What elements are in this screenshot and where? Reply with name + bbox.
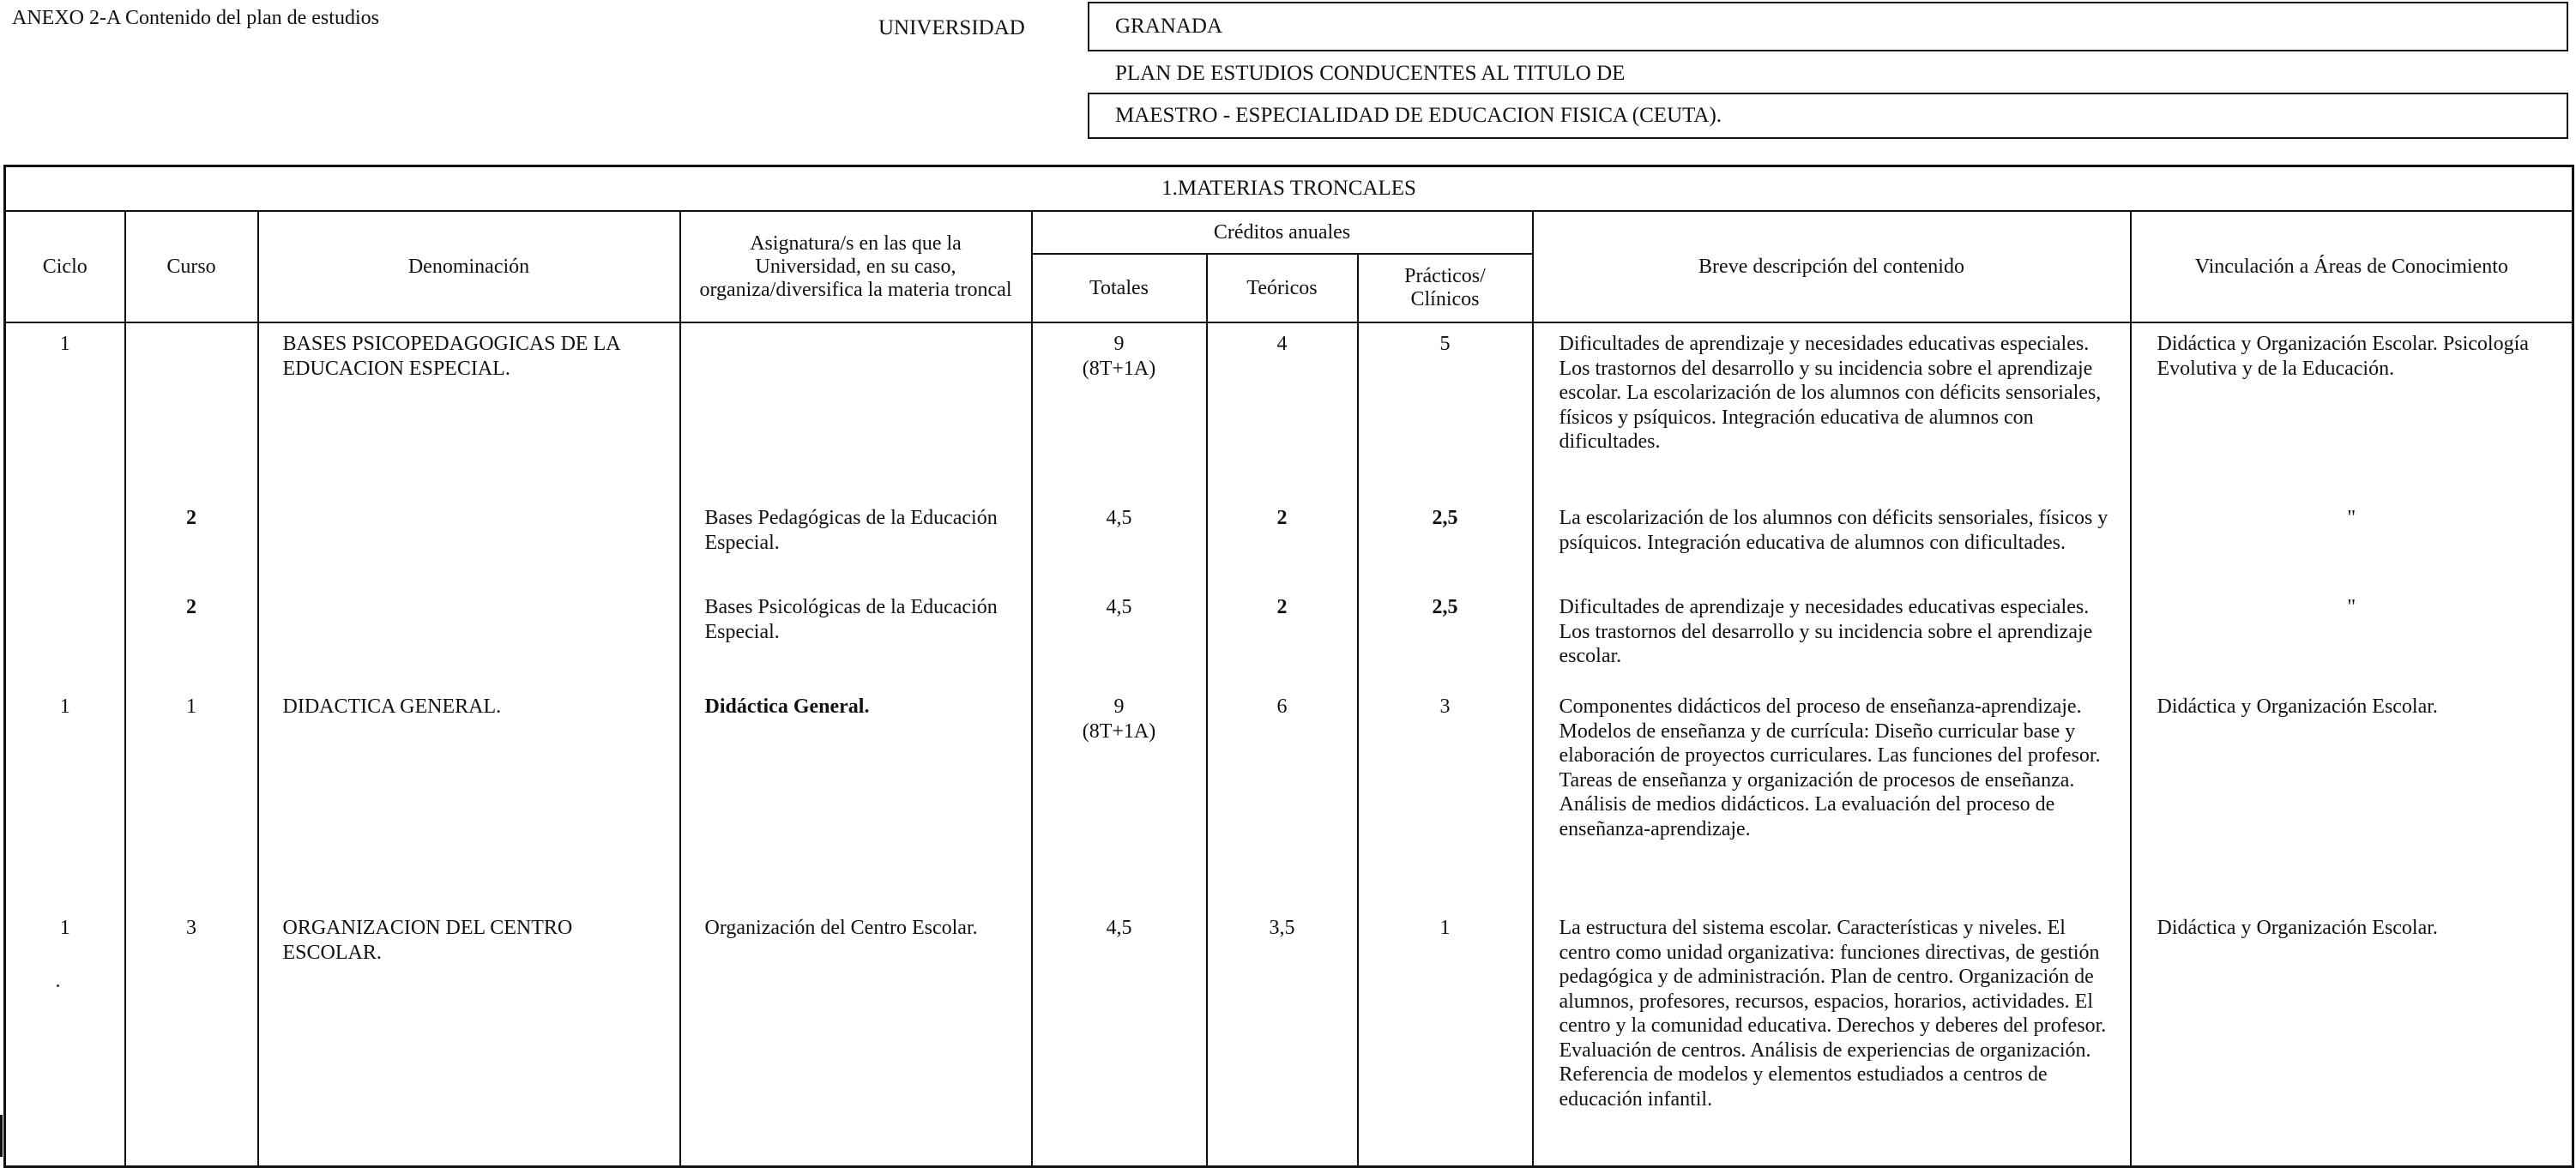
cell-asignatura: Bases Psicológicas de la Educación Especial. bbox=[680, 587, 1032, 686]
cell-practicos: 1 bbox=[1358, 907, 1533, 1166]
cell-vinculacion: Didáctica y Organización Escolar. bbox=[2131, 686, 2573, 907]
cell-totales bbox=[1032, 686, 1207, 907]
cell-curso: 3 bbox=[125, 907, 258, 1166]
table-row bbox=[5, 587, 2573, 686]
cell-denominacion: ORGANIZACION DEL CENTRO ESCOLAR. bbox=[258, 907, 680, 1166]
cell-practicos: 5 bbox=[1358, 322, 1533, 497]
header-practicos: Prácticos/ Clínicos bbox=[1358, 254, 1533, 322]
cell-denominacion: DIDACTICA GENERAL. bbox=[258, 686, 680, 907]
plan-label: PLAN DE ESTUDIOS CONDUCENTES AL TITULO DE bbox=[1115, 62, 1626, 85]
section-title: 1.MATERIAS TRONCALES bbox=[5, 166, 2573, 212]
header-asignatura: Asignatura/s en las que la Universidad, en su caso, organiza/diversifica la materia troncal bbox=[680, 211, 1032, 322]
cell-practicos: 2,5 bbox=[1358, 497, 1533, 587]
cell-practicos: 3 bbox=[1358, 686, 1533, 907]
university-box bbox=[1088, 2, 2568, 51]
header-totales: Totales bbox=[1032, 254, 1207, 322]
degree-title-box bbox=[1088, 93, 2568, 139]
cell-vinculacion: Didáctica y Organización Escolar. bbox=[2131, 907, 2573, 1166]
cell-descripcion: La estructura del sistema escolar. Características y niveles. El centro como unidad organizativa: funciones directivas, de gestión pedagógica y de administración. Plan de centro. Organización de alumnos, profesores, recursos, espacios, horarios, actividades. El centro y la comunidad educativa. Derechos y deberes del profesor. Evaluación de centros. Análisis de experiencias de organización. Referencia de modelos y elementos estudiados a centros de educación infantil. bbox=[1533, 907, 2131, 1166]
table-row bbox=[5, 322, 2573, 497]
cell-denominacion bbox=[258, 497, 680, 587]
totales-value: 4,5 bbox=[1106, 596, 1132, 618]
scan-speck bbox=[57, 984, 59, 987]
cell-asignatura: Bases Pedagógicas de la Educación Especial. bbox=[680, 497, 1032, 587]
cell-teoricos: 3,5 bbox=[1207, 907, 1358, 1166]
totales-value: 4,5 bbox=[1106, 917, 1132, 939]
cell-curso: 2 bbox=[125, 587, 258, 686]
header-creditos: Créditos anuales bbox=[1032, 211, 1533, 254]
totales-note: (8T+1A) bbox=[1082, 357, 1156, 380]
header-descripcion: Breve descripción del contenido bbox=[1533, 211, 2131, 322]
cell-totales bbox=[1032, 587, 1207, 686]
cell-ciclo bbox=[5, 497, 125, 587]
totales-note: (8T+1A) bbox=[1082, 719, 1156, 743]
cell-teoricos: 2 bbox=[1207, 497, 1358, 587]
cell-totales bbox=[1032, 322, 1207, 497]
table-row bbox=[5, 497, 2573, 587]
cell-descripcion: La escolarización de los alumnos con déficits sensoriales, físicos y psíquicos. Integración educativa de alumnos con dificultades. bbox=[1533, 497, 2131, 587]
cell-asignatura bbox=[680, 322, 1032, 497]
cell-vinculacion: Didáctica y Organización Escolar. Psicología Evolutiva y de la Educación. bbox=[2131, 322, 2573, 497]
header-denominacion: Denominación bbox=[258, 211, 680, 322]
totales-value: 9 bbox=[1113, 333, 1125, 355]
table-row bbox=[5, 686, 2573, 907]
cell-curso: 1 bbox=[125, 686, 258, 907]
cell-denominacion bbox=[258, 587, 680, 686]
cell-ciclo bbox=[5, 587, 125, 686]
cell-ciclo: 1 bbox=[5, 907, 125, 1166]
cell-asignatura: Organización del Centro Escolar. bbox=[680, 907, 1032, 1166]
university-label: UNIVERSIDAD bbox=[878, 16, 1025, 39]
page-edge-mark bbox=[0, 1115, 3, 1157]
cell-practicos: 2,5 bbox=[1358, 587, 1533, 686]
header-teoricos: Teóricos bbox=[1207, 254, 1358, 322]
cell-vinculacion: " bbox=[2131, 587, 2573, 686]
cell-descripcion: Dificultades de aprendizaje y necesidades educativas especiales. Los trastornos del desarrollo y su incidencia sobre el aprendizaje escolar. La escolarización de los alumnos con déficits sensoriales, físicos y psíquicos. Integración educativa de alumnos con dificultades. bbox=[1533, 322, 2131, 497]
curriculum-table bbox=[3, 165, 2574, 1168]
header-curso: Curso bbox=[125, 211, 258, 322]
table-row bbox=[5, 907, 2573, 1166]
totales-value: 9 bbox=[1113, 695, 1125, 718]
cell-totales bbox=[1032, 497, 1207, 587]
cell-ciclo: 1 bbox=[5, 322, 125, 497]
cell-teoricos: 2 bbox=[1207, 587, 1358, 686]
header-ciclo: Ciclo bbox=[5, 211, 125, 322]
cell-denominacion: BASES PSICOPEDAGOGICAS DE LA EDUCACION ESPECIAL. bbox=[258, 322, 680, 497]
cell-curso: 2 bbox=[125, 497, 258, 587]
header-vinculacion: Vinculación a Áreas de Conocimiento bbox=[2131, 211, 2573, 322]
cell-curso bbox=[125, 322, 258, 497]
cell-teoricos: 6 bbox=[1207, 686, 1358, 907]
cell-asignatura: Didáctica General. bbox=[680, 686, 1032, 907]
totales-value: 4,5 bbox=[1106, 507, 1132, 529]
degree-title: MAESTRO - ESPECIALIDAD DE EDUCACION FISICA (CEUTA). bbox=[1115, 104, 1722, 127]
cell-totales bbox=[1032, 907, 1207, 1166]
cell-teoricos: 4 bbox=[1207, 322, 1358, 497]
cell-vinculacion: " bbox=[2131, 497, 2573, 587]
annex-title: ANEXO 2-A Contenido del plan de estudios bbox=[12, 7, 379, 29]
cell-ciclo: 1 bbox=[5, 686, 125, 907]
cell-descripcion: Dificultades de aprendizaje y necesidades educativas especiales. Los trastornos del desarrollo y su incidencia sobre el aprendizaje escolar. bbox=[1533, 587, 2131, 686]
cell-descripcion: Componentes didácticos del proceso de enseñanza-aprendizaje. Modelos de enseñanza y de currícula: Diseño curricular base y elaboración de proyectos curriculares. Las funciones del profesor. Tareas de enseñanza y organización de procesos de enseñanza. Análisis de medios didácticos. La evaluación del proceso de enseñanza-aprendizaje. bbox=[1533, 686, 2131, 907]
university-value: GRANADA bbox=[1115, 15, 1222, 38]
